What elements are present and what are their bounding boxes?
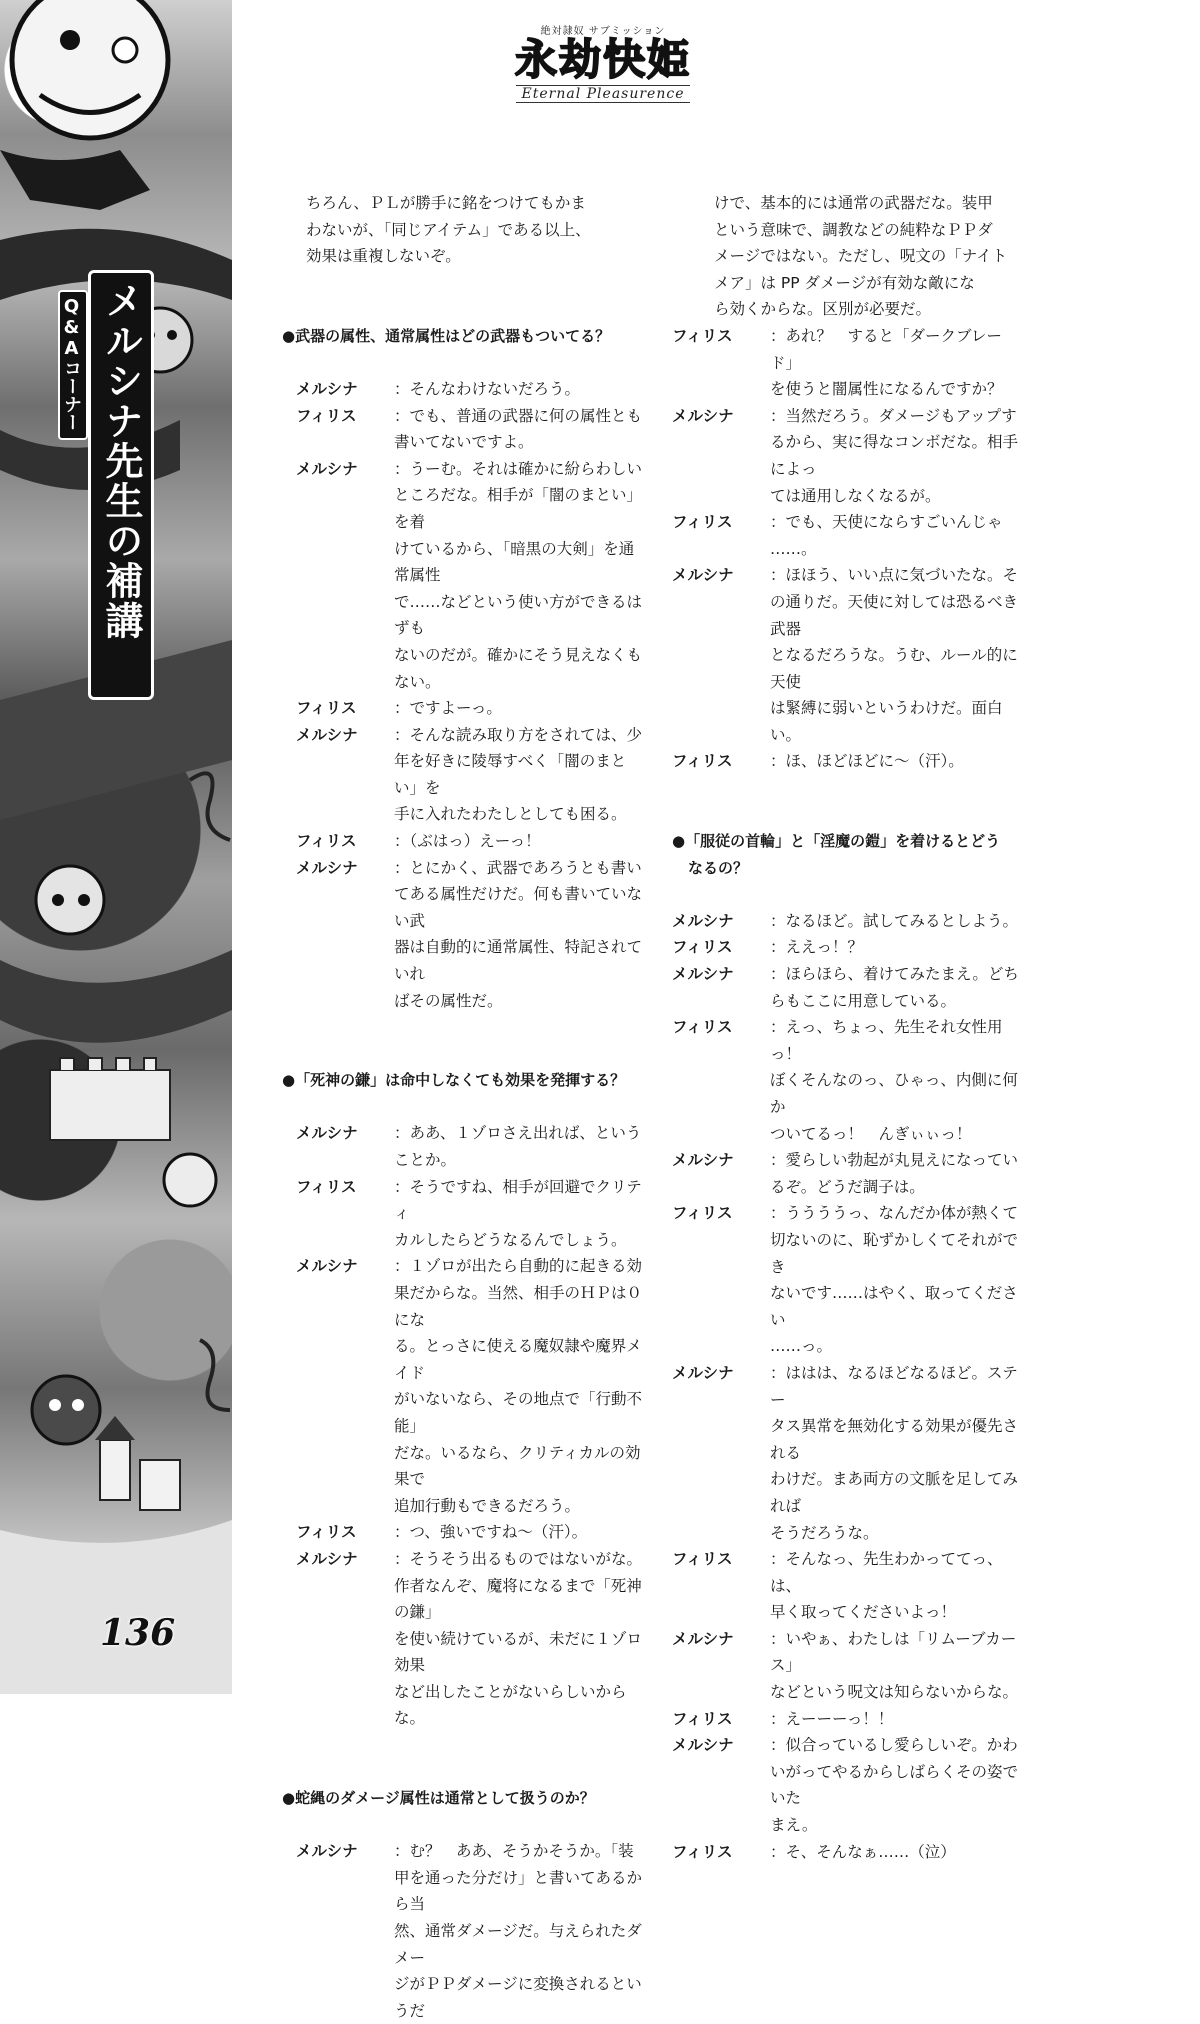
question-heading: ●「死神の鎌」は命中しなくても効果を発揮する？ <box>282 1071 626 1090</box>
spacer <box>672 775 1024 828</box>
logo-title: 永劫快姫 <box>514 35 691 84</box>
speaker-name: フィリス <box>672 1018 733 1037</box>
intro-line: ちろん、ＰＬが勝手に銘をつけてもかま <box>306 194 586 212</box>
dialogue-line: 年を好きに陵辱すべく「闇のまとい」を <box>394 752 627 797</box>
dialogue-line: 作者なんぞ、魔将になるまで「死神の鎌」 <box>394 1576 642 1622</box>
speaker-name: メルシナ <box>672 566 734 585</box>
page-number: 136 <box>100 1612 176 1654</box>
dialogue-line: るぞ。どうだ調子は。 <box>770 1177 925 1196</box>
dialogue-line: メルシナ ：ははは、なるほどなるほど。ステー <box>672 1360 1024 1413</box>
dialogue-line: フィリス ：そうですね、相手が回避でクリティ <box>282 1174 642 1227</box>
speaker-name: フィリス <box>672 938 733 957</box>
dialogue-line: がいないなら、その地点で「行動不能」 <box>394 1390 643 1435</box>
dialogue-line: メルシナ ：む？ ああ、そうかそうか。「装 <box>282 1838 642 1865</box>
speaker-name: メルシナ <box>296 379 358 398</box>
dialogue-line: ばその属性だ。 <box>394 991 503 1010</box>
speaker-name: メルシナ <box>296 1549 358 1568</box>
speaker-name: フィリス <box>672 1709 733 1728</box>
dialogue-line: フィリス ：ううううっ、なんだか体が熱くて <box>672 1200 1024 1227</box>
dialogue-line: は緊縛に弱いというわけだ。面白い。 <box>770 699 1003 744</box>
spacer <box>672 881 1024 908</box>
dialogue-line: メルシナ ：ほらほら、着けてみたまえ。どち <box>672 961 1024 988</box>
right-text-column <box>672 190 1024 1865</box>
dialogue-line: フィリス ：つ、強いですね～（汗）。 <box>282 1519 642 1546</box>
speaker-name: フィリス <box>672 1550 733 1569</box>
speaker-name: フィリス <box>296 832 357 851</box>
dialogue-line: ぼくそんなのっ、ひゃっ、内側に何か <box>770 1071 1018 1116</box>
speaker-name: メルシナ <box>296 1257 358 1276</box>
dialogue-line: メルシナ ：１ゾロが出たら自動的に起きる効 <box>282 1253 642 1280</box>
speaker-name: フィリス <box>672 513 733 532</box>
dialogue-line: 手に入れたわたしとしても困る。 <box>394 805 627 824</box>
speaker-name: メルシナ <box>296 1124 358 1143</box>
intro-line: 効果は重複しないぞ。 <box>306 247 461 266</box>
dialogue-line: 切ないのに、恥ずかしくてそれができ <box>770 1230 1019 1276</box>
question-heading: ●武器の属性、通常属性はどの武器もついてる？ <box>282 326 611 345</box>
dialogue-line: だな。いるなら、クリティカルの効果で <box>394 1443 641 1489</box>
speaker-name: フィリス <box>296 406 357 425</box>
illustration-shapes <box>0 0 232 1694</box>
sidebar-title: メルシナ先生の補講 <box>88 270 154 700</box>
intro-line: メージではない。ただし、呪文の「ナイト <box>714 247 1008 266</box>
speaker-name: フィリス <box>296 1523 357 1542</box>
logo-english: Eternal Pleasurence <box>516 85 690 103</box>
dialogue-line: る。とっさに使える魔奴隷や魔界メイド <box>394 1337 642 1382</box>
intro-line: という意味で、調教などの純粋なＰＰダ <box>714 220 993 239</box>
dialogue-line: てある属性だけだ。何も書いていない武 <box>394 885 643 930</box>
spacer <box>282 349 642 376</box>
dialogue-line: メルシナ ：うーむ。それは確かに紛らわしい <box>282 456 642 483</box>
speaker-name: メルシナ <box>672 911 734 930</box>
dialogue-line: いがってやるからしばらくその姿でいた <box>770 1762 1019 1808</box>
intro-line: メア」は PP ダメージが有効な敵にな <box>714 273 975 292</box>
speaker-name: メルシナ <box>296 1842 358 1861</box>
dialogue-line: フィリス ：えっ、ちょっ、先生それ女性用っ！ <box>672 1014 1024 1067</box>
sidebar-subtitle: Q&Aコーナー <box>58 290 88 440</box>
dialogue-line: フィリス ：ええっ！？ <box>672 934 1024 961</box>
speaker-name: フィリス <box>296 699 357 718</box>
dialogue-line: ないのだが。確かにそう見えなくもない。 <box>394 645 643 691</box>
spacer <box>282 270 642 323</box>
speaker-name: メルシナ <box>296 858 358 877</box>
intro-line: ら効くからな。区別が必要だ。 <box>714 300 932 319</box>
dialogue-line: メルシナ ：似合っているし愛らしいぞ。かわ <box>672 1732 1024 1759</box>
dialogue-line: ……っ。 <box>770 1337 833 1356</box>
dialogue-line: るから、実に得なコンボだな。相手によっ <box>770 433 1019 478</box>
dialogue-line: など出したことがないらしいからな。 <box>394 1682 627 1728</box>
dialogue-line: フィリス ：そんなっ、先生わかっててっ、は、 <box>672 1546 1024 1599</box>
dialogue-line: ことか。 <box>394 1151 457 1169</box>
dialogue-line: わけだ。まあ両方の文脈を足してみれば <box>770 1470 1019 1515</box>
speaker-name: フィリス <box>672 326 733 345</box>
question-heading: ●蛇縄のダメージ属性は通常として扱うのか？ <box>282 1789 595 1808</box>
logo-ruby: 絶対隷奴 サブミッション <box>540 26 666 37</box>
dialogue-line: 器は自動的に通常属性、特記されていれ <box>394 938 643 984</box>
dialogue-line: ついてるっ！ んぎぃぃっ！ <box>770 1124 972 1143</box>
book-logo <box>508 22 698 110</box>
dialogue-line: ては通用しなくなるが。 <box>770 486 941 505</box>
dialogue-line: メルシナ ：とにかく、武器であろうとも書い <box>282 855 642 882</box>
dialogue-line: 追加行動もできるだろう。 <box>394 1496 581 1515</box>
spacer <box>282 1732 642 1785</box>
dialogue-line: メルシナ ：いやぁ、わたしは「リムーブカース」 <box>672 1626 1024 1679</box>
speaker-name: メルシナ <box>672 1151 734 1170</box>
sidebar-illustration <box>0 0 232 1694</box>
dialogue-line: フィリス ：ですよーっ。 <box>282 695 642 722</box>
dialogue-line: で……などという使い方ができるはずも <box>394 592 643 638</box>
dialogue-line: フィリス ：えーーーっ！！ <box>672 1706 1024 1733</box>
dialogue-line: ところだな。相手が「闇のまとい」を着 <box>394 486 643 531</box>
dialogue-line: メルシナ ：なるほど。試してみるとしよう。 <box>672 908 1024 935</box>
question-heading: ●「服従の首輪」と「淫魔の鎧」を着けるとどう <box>672 832 1001 851</box>
left-text-column <box>282 190 642 2024</box>
dialogue-line: フィリス ：あれ？ すると「ダークブレード」 <box>672 323 1024 376</box>
dialogue-line: メルシナ ：愛らしい勃起が丸見えになってい <box>672 1147 1024 1174</box>
dialogue-line: メルシナ ：ああ、１ゾロさえ出れば、という <box>282 1120 642 1147</box>
spacer <box>282 1014 642 1067</box>
speaker-name: フィリス <box>672 752 733 771</box>
dialogue-line: メルシナ ：当然だろう。ダメージもアップす <box>672 403 1024 430</box>
intro-line: けで、基本的には通常の武器だな。装甲 <box>714 194 993 212</box>
speaker-name: メルシナ <box>672 406 734 425</box>
dialogue-line: カルしたらどうなるんでしょう。 <box>394 1230 627 1249</box>
dialogue-line: の通りだ。天使に対しては恐るべき武器 <box>770 592 1019 638</box>
spacer <box>282 1094 642 1121</box>
dialogue-line: そうだろうな。 <box>770 1523 879 1542</box>
dialogue-line: 然、通常ダメージだ。与えられたダメー <box>394 1922 642 1967</box>
dialogue-line: 書いてないですよ。 <box>394 433 534 452</box>
dialogue-line: ないです……はやく、取ってください <box>770 1284 1018 1329</box>
dialogue-line: けているから、「暗黒の大剣」を通常属性 <box>394 539 635 585</box>
dialogue-line: メルシナ ：そんな読み取り方をされては、少 <box>282 722 642 749</box>
dialogue-line: などという呪文は知らないからな。 <box>770 1683 1019 1702</box>
speaker-name: メルシナ <box>296 459 358 478</box>
intro-line: わないが、「同じアイテム」である以上、 <box>306 220 591 239</box>
dialogue-line: メルシナ ：そうそう出るものではないがな。 <box>282 1546 642 1573</box>
dialogue-line: 甲を通った分だけ」と書いてあるから当 <box>394 1868 643 1914</box>
dialogue-line: ……。 <box>770 539 817 558</box>
speaker-name: メルシナ <box>672 1736 734 1755</box>
speaker-name: フィリス <box>672 1842 733 1861</box>
speaker-name: フィリス <box>672 1204 733 1223</box>
question-heading-cont: なるの？ <box>688 858 749 877</box>
dialogue-line: タス異常を無効化する効果が優先される <box>770 1417 1019 1462</box>
dialogue-line: フィリス ：でも、天使にならすごいんじゃ <box>672 509 1024 536</box>
speaker-name: メルシナ <box>296 725 358 744</box>
dialogue-line: らもここに用意している。 <box>770 991 957 1010</box>
dialogue-line: 早く取ってくださいよっ！ <box>770 1603 957 1622</box>
dialogue-line: フィリス ：ほ、ほどほどに～（汗）。 <box>672 748 1024 775</box>
dialogue-line: 果だからな。当然、相手のＨＰは０にな <box>394 1283 643 1329</box>
dialogue-line: となるだろうな。うむ、ルール的に天使 <box>770 646 1018 691</box>
speaker-name: フィリス <box>296 1177 357 1196</box>
dialogue-line: ジがＰＰダメージに変換されるというだ <box>394 1975 642 2020</box>
speaker-name: メルシナ <box>672 1629 734 1648</box>
speaker-name: メルシナ <box>672 965 734 984</box>
dialogue-line: まえ。 <box>770 1816 818 1835</box>
dialogue-line: を使い続けているが、未だに１ゾロ効果 <box>394 1629 643 1675</box>
dialogue-line: を使うと闇属性になるんですか？ <box>770 380 1003 399</box>
speaker-name: メルシナ <box>672 1363 734 1382</box>
dialogue-line: フィリス ：（ぶはっ）えーっ！ <box>282 828 642 855</box>
dialogue-line: メルシナ ：そんなわけないだろう。 <box>282 376 642 403</box>
dialogue-line: フィリス ：そ、そんなぁ……（泣） <box>672 1839 1024 1866</box>
dialogue-line: メルシナ ：ほほう、いい点に気づいたな。そ <box>672 562 1024 589</box>
spacer <box>282 1812 642 1839</box>
dialogue-line: フィリス ：でも、普通の武器に何の属性とも <box>282 403 642 430</box>
